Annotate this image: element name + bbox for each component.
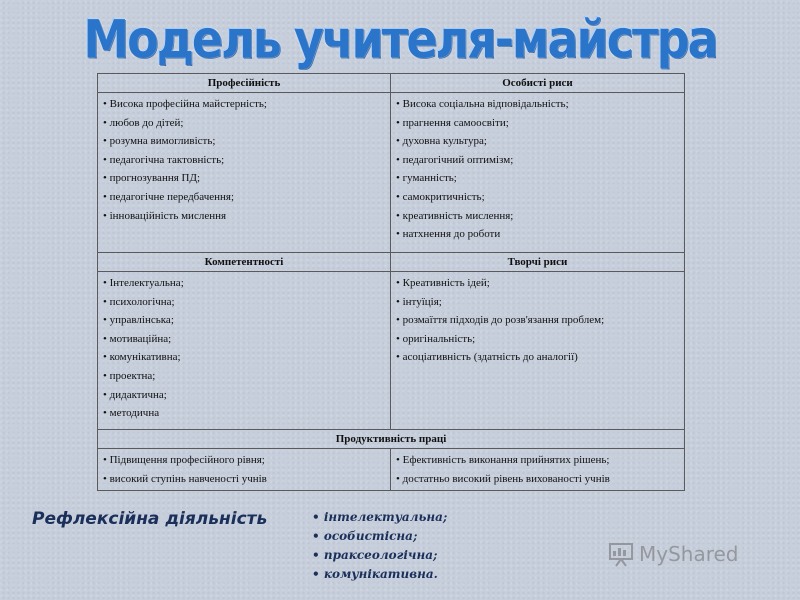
table-header-row — [98, 253, 685, 272]
list-item: • інтелектуальна; — [312, 508, 447, 527]
watermark-text: MyShared — [639, 542, 739, 566]
cell-productivity-right — [391, 449, 685, 491]
reflexive-activity-list — [312, 508, 447, 584]
list-item: • комунікативна. — [312, 565, 447, 584]
list-item: • прогнозування ПД; — [103, 169, 385, 188]
list-item: • достатньо високий рівень вихованості учнів — [396, 470, 679, 489]
list-item: • Ефективність виконання прийнятих рішень; — [396, 451, 679, 470]
list-item: • праксеологічна; — [312, 546, 447, 565]
table-row — [98, 272, 685, 430]
list-item: • духовна культура; — [396, 132, 679, 151]
list-item: • гуманність; — [396, 169, 679, 188]
cell-productivity-left — [98, 449, 391, 491]
table-row — [98, 449, 685, 491]
table-row — [98, 93, 685, 253]
cell-personal-traits — [391, 93, 685, 253]
creative-traits-list — [396, 274, 679, 367]
presentation-board-icon — [607, 541, 635, 567]
header-personal-traits: Особисті риси — [391, 74, 685, 93]
list-item: • особистісна; — [312, 527, 447, 546]
list-item: • проектна; — [103, 367, 385, 386]
watermark — [607, 540, 739, 568]
productivity-left-list — [103, 451, 385, 488]
list-item: • оригінальність; — [396, 330, 679, 349]
list-item: • педагогічний оптимізм; — [396, 151, 679, 170]
list-item: • Інтелектуальна; — [103, 274, 385, 293]
list-item: • Креативність ідей; — [396, 274, 679, 293]
productivity-right-list — [396, 451, 679, 488]
list-item: • педагогічне передбачення; — [103, 188, 385, 207]
list-item: • інноваційність мислення — [103, 207, 385, 226]
list-item: • педагогічна тактовність; — [103, 151, 385, 170]
list-item: • любов до дітей; — [103, 114, 385, 133]
list-item: • мотиваційна; — [103, 330, 385, 349]
list-item: • управлінська; — [103, 311, 385, 330]
reflexive-activity-label: Рефлексійна діяльність — [32, 509, 268, 529]
cell-creative-traits — [391, 272, 685, 430]
list-item: • креативність мислення; — [396, 207, 679, 226]
list-item: • прагнення самоосвіти; — [396, 114, 679, 133]
cell-professionalism — [98, 93, 391, 253]
cell-competencies — [98, 272, 391, 430]
list-item: • Висока професійна майстерність; — [103, 95, 385, 114]
professionalism-list — [103, 95, 385, 225]
page-title: Модель учителя-майстра — [83, 8, 717, 71]
list-item: • Висока соціальна відповідальність; — [396, 95, 679, 114]
header-competencies: Компетентності — [98, 253, 391, 272]
competencies-list — [103, 274, 385, 423]
list-item: • натхнення до роботи — [396, 225, 679, 244]
list-item: • психологічна; — [103, 293, 385, 312]
list-item: • розмаїття підходів до розв'язання проблем; — [396, 311, 679, 330]
header-productivity: Продуктивність праці — [98, 430, 685, 449]
header-professionalism: Професійність — [98, 74, 391, 93]
list-item: • Підвищення професійного рівня; — [103, 451, 385, 470]
header-creative-traits: Творчі риси — [391, 253, 685, 272]
list-item: • асоціативність (здатність до аналогії) — [396, 348, 679, 367]
table-header-row — [98, 430, 685, 449]
list-item: • розумна вимогливість; — [103, 132, 385, 151]
list-item: • високий ступінь навченості учнів — [103, 470, 385, 489]
list-item: • самокритичність; — [396, 188, 679, 207]
list-item: • методична — [103, 404, 385, 423]
list-item: • дидактична; — [103, 386, 385, 405]
list-item: • комунікативна; — [103, 348, 385, 367]
table-header-row — [98, 74, 685, 93]
personal-traits-list — [396, 95, 679, 244]
list-item: • інтуїція; — [396, 293, 679, 312]
teacher-model-table — [97, 73, 685, 491]
